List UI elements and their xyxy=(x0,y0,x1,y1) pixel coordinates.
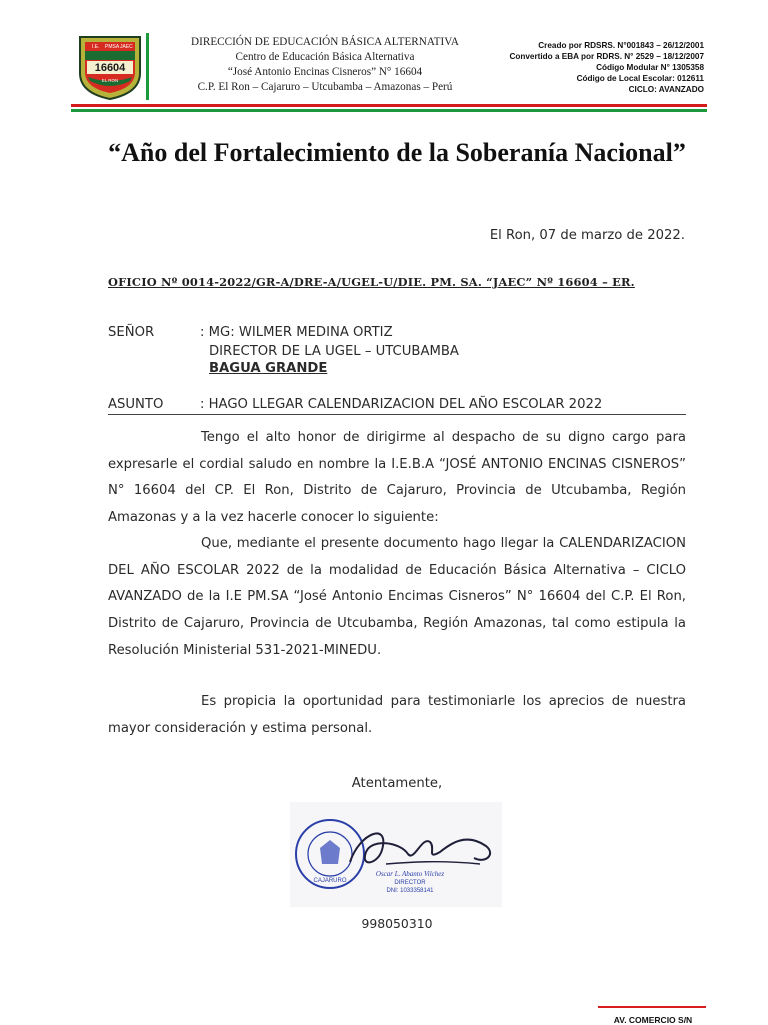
signer-role: DIRECTOR xyxy=(394,880,426,886)
signature-stamp-image xyxy=(290,802,502,907)
body-paragraph-1: Tengo el alto honor de dirigirme al despacho de su digno cargo para expresarle el cordial saludo en nombre la I.E.B.A “JOSÉ ANTONIO ENCINAS CISNEROS” N° 16604 del CP. El Ron, Distrito de Cajaruro, Provincia de Utcubamba, Región Amazonas y a la vez hacerle conocer lo siguiente: xyxy=(108,430,686,526)
logo-text-place: EL RON xyxy=(101,78,119,83)
header-local-code: Código de Local Escolar: 012611 xyxy=(576,74,704,83)
header-institution-line-3: “José Antonio Encinas Cisneros” N° 16604 xyxy=(227,66,423,78)
signer-name: Oscar L. Abanto Vilchez xyxy=(375,870,445,878)
subject-label: ASUNTO xyxy=(108,397,164,412)
subject-rule xyxy=(108,414,686,415)
school-logo-emblem xyxy=(74,33,146,101)
header-cycle: CICLO: AVANZADO xyxy=(628,85,704,94)
body-paragraph-3: Es propicia la oportunidad para testimoniarle los aprecios de nuestra mayor consideración y estima personal. xyxy=(108,694,686,736)
header-institution-line-1: DIRECCIÓN DE EDUCACIÓN BÁSICA ALTERNATIVA xyxy=(191,36,459,48)
subject-value: : HAGO LLEGAR CALENDARIZACION DEL AÑO ESCOLAR 2022 xyxy=(200,397,603,412)
header-vertical-bar xyxy=(146,33,149,100)
recipient-name: : MG: WILMER MEDINA ORTIZ xyxy=(200,325,393,340)
logo-text-number: 16604 xyxy=(94,62,126,74)
header-modular-code: Código Modular N° 1305358 xyxy=(596,63,704,72)
oficio-reference: OFICIO Nº 0014-2022/GR-A/DRE-A/UGEL-U/DIE. PM. SA. “JAEC” Nº 16604 – ER. xyxy=(108,275,635,289)
recipient-position: DIRECTOR DE LA UGEL – UTCUBAMBA xyxy=(209,344,459,359)
logo-text-ie: I.E. xyxy=(92,44,100,50)
closing-salutation: Atentamente, xyxy=(351,776,443,791)
header-rule-red xyxy=(71,104,707,107)
footer-rule xyxy=(598,1006,706,1008)
body-paragraph-2: Que, mediante el presente documento hago llegar la CALENDARIZACION DEL AÑO ESCOLAR 2022 de la modalidad de Educación Básica Alternativa – CICLO AVANZADO de la I.E PM.SA “José Antonio Encimas Cisneros” N° 16604 del C.P. El Ron, Distrito de Cajaruro, Provincia de Utcubamba, Región Amazonas, tal como estipula la Resolución Ministerial 531-2021-MINEDU. xyxy=(108,536,686,658)
logo-text-pmsa: PMSA xyxy=(105,44,120,50)
stamp-text: CAJARURO xyxy=(313,878,347,884)
header-creation-resolution: Creado por RDSRS. N°001843 – 26/12/2001 xyxy=(538,41,704,50)
header-institution-line-4: C.P. El Ron – Cajaruro – Utcubamba – Amazonas – Perú xyxy=(197,81,453,93)
header-institution-line-2: Centro de Educación Básica Alternativa xyxy=(235,51,415,63)
header-conversion-resolution: Convertido a EBA por RDRS. N° 2529 – 18/12/2007 xyxy=(509,52,704,61)
signer-dni: DNI: 1033358141 xyxy=(386,888,434,894)
letter-date: El Ron, 07 de marzo de 2022. xyxy=(489,228,685,243)
logo-text-jaec: JAEC xyxy=(120,44,133,50)
year-title: “Año del Fortalecimiento de la Soberanía Nacional” xyxy=(108,138,686,167)
recipient-city: BAGUA GRANDE xyxy=(209,361,328,376)
recipient-label: SEÑOR xyxy=(108,325,155,340)
footer-address: AV. COMERCIO S/N xyxy=(613,1015,693,1025)
header-rule-green xyxy=(71,109,707,112)
contact-phone: 998050310 xyxy=(361,916,433,931)
